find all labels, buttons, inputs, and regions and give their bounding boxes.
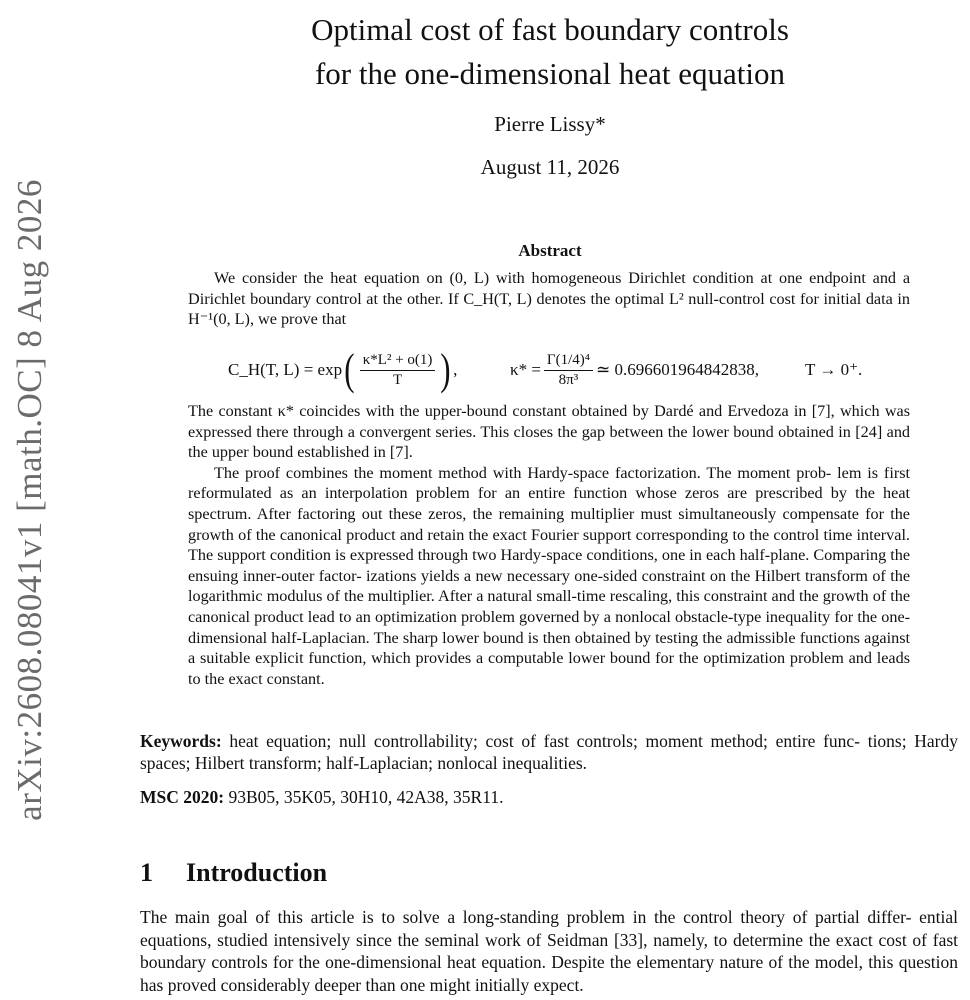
abstract-p1-line: We consider the heat equation on (0, L) with homogeneous Dirichlet condition at one endpoint	[214, 269, 866, 287]
keywords	[140, 730, 958, 774]
abstract-p3-line: izations yields a new necessary one-sided constraint on the Hilbert transform of the logarithmic	[188, 566, 911, 606]
abstract-p1	[188, 268, 910, 330]
intro-line: exact cost of fast boundary controls for the one-dimensional heat equation. Despite the elementary	[140, 929, 959, 972]
kappa-numerator: Γ(1/4)⁴	[544, 352, 593, 371]
abstract-p2-line: [7], which was expressed there through a convergent series. This closes the gap between the lower	[188, 402, 911, 441]
kappa-denominator: 8π³	[558, 371, 579, 388]
section-title: Introduction	[186, 858, 328, 887]
abstract-p3-line: testing the admissible functions against a suitable explicit function, which provides a computable	[188, 628, 910, 668]
abstract-p2	[188, 401, 910, 463]
arxiv-identifier: arXiv:2608.08041v1 [math.OC] 8 Aug 2026	[10, 179, 49, 821]
abstract-paragraph-2	[188, 401, 910, 689]
abstract-p3-line: support corresponding to the control time interval. The support condition is expressed through	[188, 525, 910, 565]
abstract-heading: Abstract	[518, 241, 582, 260]
abstract-p1-line: and a Dirichlet boundary control at the other. If C_H(T, L) denotes the optimal L² null-control	[188, 269, 911, 308]
msc-classification	[140, 786, 958, 808]
title-line-1: Optimal cost of fast boundary controls	[311, 12, 789, 47]
equation-kappa	[510, 342, 759, 398]
section-number: 1	[140, 858, 153, 887]
keywords-line-1: heat equation; null controllability; cost of fast controls; moment method; entire func-	[229, 731, 861, 751]
fraction-numerator: κ*L² + o(1)	[360, 352, 436, 371]
abstract-p2-line: bound obtained in [24] and the upper bound established in [7].	[188, 422, 911, 462]
abstract-paragraph-1	[188, 268, 910, 330]
abstract-p3-line: modulus of the multiplier. After a natural small-time rescaling, this constraint and the growth	[266, 587, 869, 606]
author-name: Pierre Lissy*	[494, 112, 606, 136]
abstract-p3-line: lower bound for the optimization problem and leads to the exact constant.	[188, 649, 911, 688]
paren-right: )	[440, 345, 451, 394]
equation-limit: T → 0⁺.	[805, 360, 863, 379]
abstract-p3-line: prescribed by the heat spectrum. After factoring out these zeros, the remaining multiplier must	[188, 484, 911, 523]
introduction-text	[140, 906, 958, 996]
paren-left: (	[344, 345, 355, 394]
arxiv-sidebar	[0, 0, 60, 1000]
kappa-value: ≃ 0.696601964842838,	[595, 360, 759, 379]
intro-line: ential equations, studied intensively since the seminal work of Seidman [33], namely, to determine the	[140, 907, 959, 950]
kappa-fraction	[544, 352, 593, 389]
fraction-denominator: T	[392, 371, 403, 388]
paper-date: August 11, 2026	[480, 155, 620, 179]
equation-cost	[228, 342, 457, 398]
abstract-p3-line: of the canonical product lead to an optimization problem governed by a nonlocal obstacle-type	[188, 587, 911, 626]
equation-comma: ,	[453, 360, 458, 379]
kappa-lhs: κ* =	[510, 360, 541, 379]
abstract-p3-line: simultaneously compensate for the growth of the canonical product and retain the exact Fourier	[188, 504, 910, 544]
abstract-p3-line: lem is first reformulated as an interpolation problem for an entire function whose zeros are	[188, 463, 911, 503]
intro-paragraph	[140, 906, 958, 996]
section-heading	[140, 858, 327, 888]
abstract-p1-line: cost for initial data in H⁻¹(0, L), we prove that	[188, 289, 910, 329]
msc-codes: 93B05, 35K05, 30H10, 42A38, 35R11.	[228, 787, 504, 807]
paper-title	[140, 8, 960, 96]
msc-label: MSC 2020:	[140, 787, 225, 807]
main-equation	[188, 342, 910, 398]
abstract-p3	[188, 463, 910, 690]
exponent-fraction	[360, 352, 436, 389]
keywords-label: Keywords:	[140, 731, 222, 751]
abstract-p3-line: The proof combines the moment method with Hardy-space factorization. The moment prob-	[214, 463, 832, 482]
intro-line: nature of the model, this question has proved considerably deeper than one might initially expect.	[140, 952, 959, 995]
intro-line: The main goal of this article is to solve a long-standing problem in the control theory of partial differ-	[140, 907, 912, 927]
equation-lhs: C_H(T, L) = exp	[228, 360, 343, 379]
title-line-2: for the one-dimensional heat equation	[314, 56, 785, 91]
abstract-p2-line: The constant κ* coincides with the upper-bound constant obtained by Dardé and Ervedoza in	[188, 402, 807, 420]
abstract-p3-line: inequality for the one-dimensional half-Laplacian. The sharp lower bound is then obtained by	[188, 607, 911, 647]
keywords-line-2: tions; Hardy spaces; Hilbert transform; half-Laplacian; nonlocal inequalities.	[140, 731, 959, 773]
abstract-p3-line: two Hardy-space conditions, one in each half-plane. Comparing the ensuing inner-outer factor-	[188, 546, 911, 585]
